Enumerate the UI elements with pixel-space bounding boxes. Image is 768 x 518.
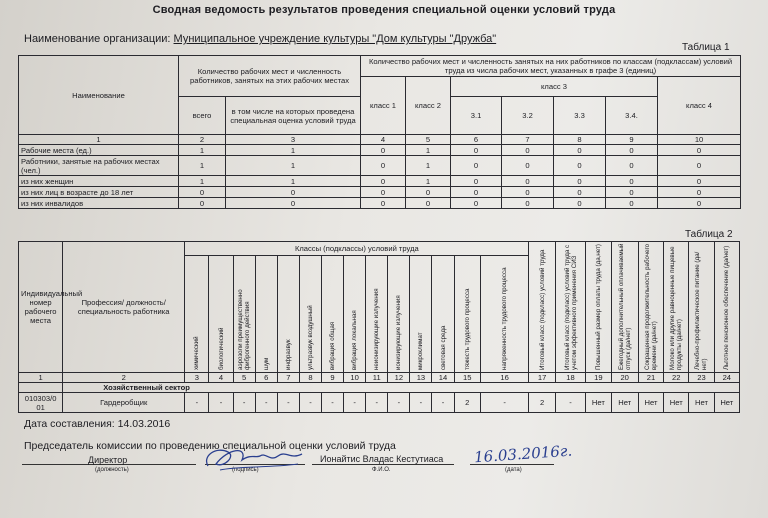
cell-value: 1 xyxy=(179,145,226,156)
cell-value: 0 xyxy=(361,176,406,187)
column-number: 2 xyxy=(179,135,226,145)
cell-value: - xyxy=(555,393,586,413)
factor-header xyxy=(388,255,410,372)
table-row xyxy=(19,176,741,187)
column-number: 7 xyxy=(277,373,299,383)
cell-value: 0 xyxy=(658,187,741,198)
cell-value: 0 xyxy=(451,198,502,209)
column-number: 8 xyxy=(554,135,606,145)
cell-value: 0 xyxy=(606,145,658,156)
header-class4: класс 4 xyxy=(658,77,741,135)
header-extra-column xyxy=(611,242,638,373)
header-sub-3-1: 3.1 xyxy=(451,97,502,135)
row-label: из них женщин xyxy=(19,176,179,187)
factor-header-text: вибрация общая xyxy=(329,321,337,370)
header-sub-3-2: 3.2 xyxy=(502,97,554,135)
signature-date: 16.03.2016г. xyxy=(473,441,573,467)
column-number: 3 xyxy=(185,373,209,383)
factor-header-text: световая среда xyxy=(439,325,447,370)
workplace-id: 010303/0 01 xyxy=(19,393,63,413)
column-number: 13 xyxy=(410,373,432,383)
factor-header-text: биологический xyxy=(217,327,225,370)
cell-value: 0 xyxy=(406,187,451,198)
column-number: 5 xyxy=(406,135,451,145)
row-label: из них инвалидов xyxy=(19,198,179,209)
cell-value: Нет xyxy=(586,393,611,413)
column-number: 15 xyxy=(454,373,480,383)
column-number: 17 xyxy=(529,373,555,383)
column-number: 22 xyxy=(664,373,689,383)
cell-value: 0 xyxy=(451,145,502,156)
cell-value: 0 xyxy=(554,198,606,209)
workplace-table xyxy=(18,241,740,413)
cell-value: Нет xyxy=(714,393,739,413)
header-extra-text: Молоко или другие равноценные пищевые продукты (да/нет) xyxy=(669,246,684,370)
table-row xyxy=(19,198,741,209)
header-assessed: в том числе на которых проведена специальная оценка условий труда xyxy=(226,97,361,135)
cell-value: - xyxy=(432,393,454,413)
column-numbers-row xyxy=(19,373,740,383)
column-number: 3 xyxy=(226,135,361,145)
header-extra-text: Льготное пенсионное обеспечение (да/нет) xyxy=(723,245,731,370)
cell-value: 0 xyxy=(554,156,606,176)
header-name: Наименование xyxy=(19,56,179,135)
cell-value: 0 xyxy=(361,156,406,176)
header-extra-column xyxy=(714,242,739,373)
cell-value: 1 xyxy=(226,145,361,156)
header-class3: класс 3 xyxy=(451,77,658,97)
cell-value: - xyxy=(322,393,344,413)
header-extra-text: Повышенный размер оплаты труда (да,нет) xyxy=(594,244,602,370)
factor-header xyxy=(255,255,277,372)
factor-header xyxy=(299,255,321,372)
header-work-classes: Классы (подклассы) условий труда xyxy=(185,242,529,256)
cell-value: 0 xyxy=(451,176,502,187)
header-extra-column xyxy=(638,242,663,373)
organization-line xyxy=(24,33,496,45)
cell-value: - xyxy=(480,393,529,413)
column-number: 10 xyxy=(658,135,741,145)
column-number: 19 xyxy=(586,373,611,383)
column-number: 8 xyxy=(299,373,321,383)
column-number: 20 xyxy=(611,373,638,383)
cell-value: 1 xyxy=(406,156,451,176)
column-number: 18 xyxy=(555,373,586,383)
column-number: 4 xyxy=(361,135,406,145)
factor-header-text: ионизирующие излучения xyxy=(395,295,403,370)
header-total: всего xyxy=(179,97,226,135)
cell-value: 0 xyxy=(502,187,554,198)
cell-value: 0 xyxy=(502,156,554,176)
column-number: 9 xyxy=(322,373,344,383)
column-number: 6 xyxy=(451,135,502,145)
cell-value: 0 xyxy=(606,198,658,209)
cell-value: 0 xyxy=(179,187,226,198)
column-number: 2 xyxy=(63,373,185,383)
header-extra-column xyxy=(664,242,689,373)
cell-value: Нет xyxy=(638,393,663,413)
chair-position: Директор xyxy=(88,455,128,465)
column-number: 24 xyxy=(714,373,739,383)
table-row xyxy=(19,145,741,156)
factor-header xyxy=(209,255,233,372)
column-number: 1 xyxy=(19,373,63,383)
column-number: 14 xyxy=(432,373,454,383)
org-name: Муниципальное учреждение культуры "Дом культуры "Дружба" xyxy=(173,33,497,45)
cell-value: - xyxy=(185,393,209,413)
header-extra-text: Ежегодный дополнительный оплачиваемый отпуск (да/нет) xyxy=(617,243,632,370)
signature-scribble xyxy=(198,440,313,476)
summary-table xyxy=(18,55,741,209)
cell-value: 0 xyxy=(451,187,502,198)
column-number: 9 xyxy=(606,135,658,145)
header-classes: Количество рабочих мест и численность занятых на них работников по классам (подклассам) условий труда из числа рабочих мест, указанных в графе 3 (единиц) xyxy=(361,56,741,77)
factor-header-text: аэрозоли преимущественно фиброгенного действия xyxy=(237,289,252,370)
cell-value: 0 xyxy=(451,156,502,176)
cell-value: - xyxy=(255,393,277,413)
factor-header-text: химический xyxy=(193,336,201,370)
cell-value: - xyxy=(233,393,255,413)
cell-value: - xyxy=(366,393,388,413)
header-extra-text: Итоговый класс (подкласс) условий труда с учетом эффективного применения СИЗ xyxy=(563,244,578,370)
cell-value: - xyxy=(277,393,299,413)
header-extra-column xyxy=(529,242,555,373)
header-extra-text: Сокращенная продолжительность рабочего времени (да/нет) xyxy=(643,243,658,370)
profession-name: Гардеробщик xyxy=(63,393,185,413)
header-extra-column xyxy=(689,242,714,373)
column-number: 16 xyxy=(480,373,529,383)
column-number: 4 xyxy=(209,373,233,383)
factor-header xyxy=(454,255,480,372)
column-number: 1 xyxy=(19,135,179,145)
cell-value: 0 xyxy=(502,176,554,187)
cell-value: Нет xyxy=(664,393,689,413)
column-number: 12 xyxy=(388,373,410,383)
cell-value: - xyxy=(410,393,432,413)
factor-header-text: напряженность трудового процесса xyxy=(501,267,509,370)
cell-value: 1 xyxy=(406,176,451,187)
cell-value: 1 xyxy=(179,176,226,187)
cell-value: 0 xyxy=(554,176,606,187)
chair-name: Ионайтис Владас Кестутиаса xyxy=(320,454,444,464)
factor-header-text: микроклимат xyxy=(417,332,425,370)
table2-label: Таблица 2 xyxy=(685,229,733,240)
cell-value: 0 xyxy=(361,145,406,156)
column-number: 21 xyxy=(638,373,663,383)
cell-value: 0 xyxy=(406,198,451,209)
cell-value: 0 xyxy=(226,187,361,198)
column-number: 10 xyxy=(344,373,366,383)
column-number: 11 xyxy=(366,373,388,383)
date-compiled: Дата составления: 14.03.2016 xyxy=(24,418,171,430)
caption-date: (дата) xyxy=(505,467,522,473)
factor-header-text: неионизирующие излучения xyxy=(373,288,381,370)
table-row xyxy=(19,156,741,176)
row-label: из них лиц в возрасте до 18 лет xyxy=(19,187,179,198)
cell-value: - xyxy=(388,393,410,413)
factor-header xyxy=(432,255,454,372)
cell-value: 0 xyxy=(502,198,554,209)
factor-header-text: шум xyxy=(262,357,270,370)
org-label: Наименование организации: xyxy=(24,33,171,45)
cell-value: 1 xyxy=(406,145,451,156)
factor-header xyxy=(185,255,209,372)
cell-value: 0 xyxy=(361,187,406,198)
column-number: 6 xyxy=(255,373,277,383)
table1-label: Таблица 1 xyxy=(682,42,730,53)
header-class2: класс 2 xyxy=(406,77,451,135)
cell-value: 0 xyxy=(606,156,658,176)
caption-position: (должность) xyxy=(95,467,129,473)
factor-header xyxy=(277,255,299,372)
cell-value: 0 xyxy=(554,145,606,156)
header-extra-text: Итоговый класс (подкласс) условий труда xyxy=(538,249,546,370)
column-numbers-row xyxy=(19,135,741,145)
header-profession: Профессия/ должность/ специальность работника xyxy=(63,242,185,373)
cell-value: Нет xyxy=(611,393,638,413)
cell-value: 0 xyxy=(658,145,741,156)
cell-value: - xyxy=(299,393,321,413)
factor-header xyxy=(322,255,344,372)
cell-value: 0 xyxy=(226,198,361,209)
header-count: Количество рабочих мест и численность работников, занятых на этих рабочих местах xyxy=(179,56,361,97)
factor-header-text: инфразвук xyxy=(284,339,292,370)
factor-header xyxy=(480,255,529,372)
cell-value: 0 xyxy=(179,198,226,209)
row-label: Рабочие места (ед.) xyxy=(19,145,179,156)
factor-header-text: вибрация локальная xyxy=(351,310,359,370)
row-label: Работники, занятые на рабочих местах (чел.) xyxy=(19,156,179,176)
header-extra-column xyxy=(555,242,586,373)
header-sub-3-3: 3.3 xyxy=(554,97,606,135)
cell-value: 1 xyxy=(226,156,361,176)
column-number: 23 xyxy=(689,373,714,383)
column-number: 7 xyxy=(502,135,554,145)
caption-signature: (подпись) xyxy=(232,467,259,473)
factor-header xyxy=(410,255,432,372)
column-number: 5 xyxy=(233,373,255,383)
cell-value: - xyxy=(344,393,366,413)
cell-value: - xyxy=(209,393,233,413)
cell-value: 0 xyxy=(502,145,554,156)
cell-value: 0 xyxy=(361,198,406,209)
cell-value: 1 xyxy=(226,176,361,187)
header-workplace-id: Индивидуальный номер рабочего места xyxy=(19,242,63,373)
cell-value: 0 xyxy=(554,187,606,198)
cell-value: 0 xyxy=(658,176,741,187)
cell-value: 2 xyxy=(454,393,480,413)
table-row xyxy=(19,393,740,413)
factor-header-text: тяжесть трудового процесса xyxy=(463,288,471,370)
cell-value: 1 xyxy=(179,156,226,176)
cell-value: 0 xyxy=(658,156,741,176)
section-row: Хозяйственный сектор xyxy=(63,383,740,393)
factor-header xyxy=(366,255,388,372)
cell-value: 0 xyxy=(658,198,741,209)
header-extra-column xyxy=(586,242,611,373)
cell-value: Нет xyxy=(689,393,714,413)
caption-fio: Ф.И.О. xyxy=(372,467,391,473)
table-row xyxy=(19,187,741,198)
factor-header xyxy=(344,255,366,372)
commission-chair-label: Председатель комиссии по проведению специальной оценки условий труда xyxy=(24,440,396,452)
cell-value: 0 xyxy=(606,187,658,198)
header-sub-3-4: 3.4. xyxy=(606,97,658,135)
header-class1: класс 1 xyxy=(361,77,406,135)
header-extra-text: Лечебно-профилактическое питание (да/нет) xyxy=(694,251,709,370)
factor-header xyxy=(233,255,255,372)
cell-value: 2 xyxy=(529,393,555,413)
document-title: Сводная ведомость результатов проведения специальной оценки условий труда xyxy=(152,4,616,16)
cell-value: 0 xyxy=(606,176,658,187)
factor-header-text: ультразвук воздушный xyxy=(306,305,314,370)
